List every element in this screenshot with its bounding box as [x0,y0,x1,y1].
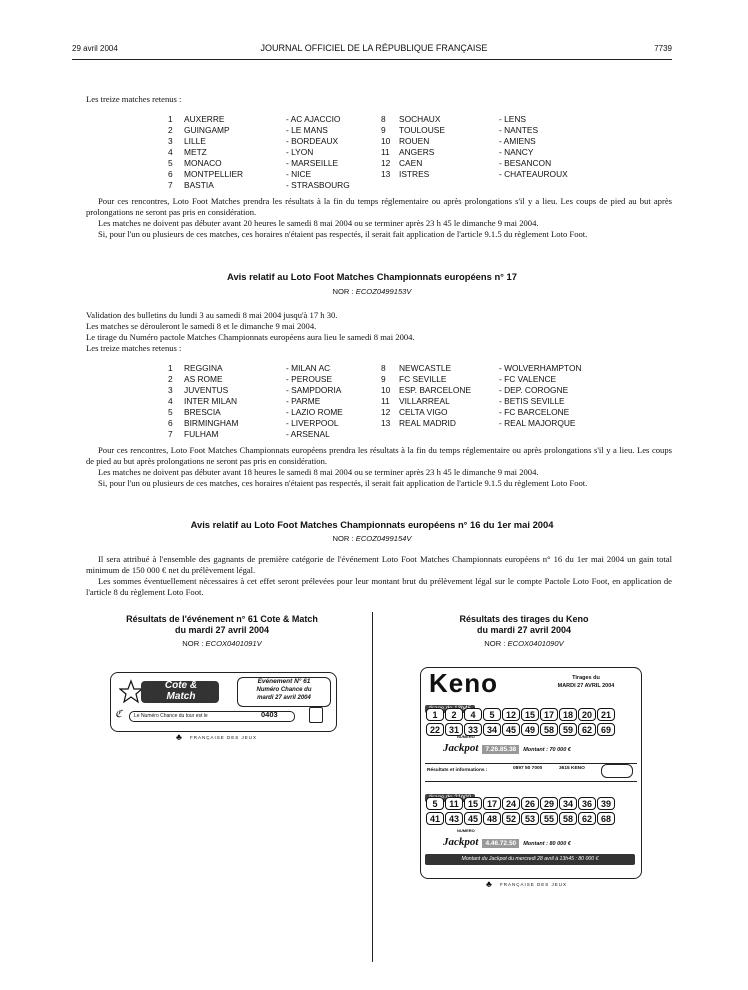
keno-logo: Keno [429,668,498,698]
section2-nor: NOR : ECOZ0499153V [332,287,412,296]
match-home: BRESCIA [184,407,221,417]
match-number: 12 [381,158,391,168]
match-row [168,180,350,191]
keno-ball: 15 [464,797,482,810]
keno-ball: 17 [540,708,558,721]
match-row [168,396,343,407]
event-number: Evénement N° 61 [257,678,311,685]
keno-divider-2 [425,781,637,782]
match-home: REAL MADRID [399,418,456,428]
jackpot2-number: 4.46.72.50 [482,839,519,848]
match-row [168,114,350,125]
keno-ball: 58 [540,723,558,736]
match-home: BIRMINGHAM [184,418,239,428]
section2-matches-right [381,363,582,429]
keno-ball: 33 [464,723,482,736]
section1-matches-right [381,114,568,180]
match-home: FULHAM [184,429,219,439]
minitel-logo-icon [601,764,633,778]
match-home: CELTA VIGO [399,407,448,417]
match-number: 7 [168,429,173,439]
clover-icon-right: ♣ [486,879,492,889]
match-home: TOULOUSE [399,125,445,135]
match-away: - NANTES [499,125,539,135]
match-home: ROUEN [399,136,430,146]
match-row [381,147,568,158]
match-away: - BORDEAUX [286,136,339,146]
match-away: - NICE [286,169,312,179]
match-number: 11 [381,396,390,406]
chance-number-bar: Le Numéro Chance du tour est le [129,711,295,722]
match-number: 8 [381,114,386,124]
header-page: 7739 [654,44,672,53]
match-number: 9 [381,374,386,384]
jackpot-footer: Montant du Jackpot du mercredi 28 avril à 13h45 : 80 000 € [425,854,635,865]
section2-title: Avis relatif au Loto Foot Matches Championnats européens n° 17 [227,271,517,282]
keno-ball: 31 [445,723,463,736]
match-away: - FC BARCELONE [499,407,570,417]
keno-date-block: Tirages du MARDI 27 AVRIL 2004 [557,675,615,689]
keno-ball: 11 [445,797,463,810]
fdj-label-left: FRANÇAISE DES JEUX [190,735,258,740]
keno-ball: 48 [483,812,501,825]
keno-ball: 59 [559,723,577,736]
keno-ball: 26 [521,797,539,810]
header-date: 29 avril 2004 [72,44,118,53]
match-number: 2 [168,374,173,384]
match-home: AUXERRE [184,114,225,124]
keno-ball: 12 [502,708,520,721]
match-away: - LAZIO ROME [286,407,343,417]
section2-line-1: Validation des bulletins du lundi 3 au samedi 8 mai 2004 jusqu'à 17 h 30. [86,310,338,320]
event-date: mardi 27 avril 2004 [257,695,311,701]
draw1-balls [426,708,615,736]
match-number: 7 [168,180,173,190]
keno-ball: 68 [597,812,615,825]
match-row [168,374,343,385]
match-away: - LE MANS [286,125,328,135]
info-phone: 0897 50 7000 [513,766,543,771]
jackpot1-numero-label: NUMERO [457,734,475,739]
match-number: 4 [168,396,173,406]
jackpot1-number: 7.26.85.38 [482,745,519,754]
keno-ball: 24 [502,797,520,810]
match-row [168,136,350,147]
match-home: LILLE [184,136,206,146]
keno-ball: 36 [578,797,596,810]
match-away: - DEP. COROGNE [499,385,569,395]
cote-match-nor: NOR : ECOX0401091V [182,639,262,648]
section2-line-2: Les matches se dérouleront le samedi 8 et le dimanche 9 mai 2004. [86,321,317,331]
match-away: - BESANCON [499,158,552,168]
header-journal: JOURNAL OFFICIEL DE LA RÉPUBLIQUE FRANÇAISE [260,43,488,53]
jackpot2-label: Jackpot [443,836,479,848]
match-row [168,158,350,169]
keno-ball: 4 [464,708,482,721]
match-row [381,136,568,147]
info-label: Résultats et informations : [427,768,488,773]
match-home: ANGERS [399,147,435,157]
column-divider [372,612,373,962]
match-number: 12 [381,407,391,417]
cote-match-logo-line2: Match [166,691,196,702]
match-home: MONACO [184,158,222,168]
section2-intro: Les treize matches retenus : [86,343,182,353]
fdj-label-right: FRANÇAISE DES JEUX [500,882,568,887]
chance-number: 0403 [261,710,278,719]
keno-ticket [420,667,642,879]
section3-nor: NOR : ECOZ0499154V [332,534,412,543]
match-row [168,147,350,158]
match-row [381,418,582,429]
match-row [381,396,582,407]
match-row [381,407,582,418]
keno-ball: 49 [521,723,539,736]
event-box [237,677,331,707]
info-minitel: 3615 KENO [559,766,585,771]
keno-nor: NOR : ECOX0401090V [484,639,564,648]
match-number: 3 [168,136,173,146]
match-row [381,158,568,169]
match-home: REGGINA [184,363,223,373]
match-row [168,169,350,180]
match-away: - BETIS SEVILLE [499,396,565,406]
match-home: NEWCASTLE [399,363,452,373]
cote-match-logo [119,679,219,703]
section1-paragraph-2: Les matches ne doivent pas débuter avant 20 heures le samedi 8 mai 2004 ou se terminer après 23 h 45 le dimanche 9 mai 2004. [98,218,539,228]
match-home: AS ROME [184,374,223,384]
match-away: - LENS [499,114,526,124]
keno-ball: 45 [502,723,520,736]
match-away: - MILAN AC [286,363,331,373]
section1-paragraph-3: Si, pour l'un ou plusieurs de ces matches, ces horaires n'étaient pas respectés, il serait fait application de l'article 9.1.5 du règlement Loto Foot. [98,229,588,239]
match-number: 4 [168,147,173,157]
match-number: 6 [168,169,173,179]
section2-paragraph-3: Si, pour l'un ou plusieurs de ces matches, ces horaires n'étaient pas respectés, il serait fait application de l'article 9.1.5 du règlement Loto Foot. [98,478,588,488]
match-away: - MARSEILLE [286,158,339,168]
match-home: METZ [184,147,207,157]
match-home: FC SEVILLE [399,374,447,384]
section2-matches-left [168,363,343,440]
match-away: - LIVERPOOL [286,418,339,428]
keno-ball: 45 [464,812,482,825]
match-number: 5 [168,407,173,417]
match-away: - REAL MAJORQUE [499,418,576,428]
cote-match-title: Résultats de l'événement n° 61 Cote & Match du mardi 27 avril 2004 [126,614,318,635]
keno-title: Résultats des tirages du Keno du mardi 27 avril 2004 [459,614,589,635]
match-row [381,385,582,396]
match-home: ESP. BARCELONE [399,385,471,395]
jackpot1-amount: Montant : 70 000 € [523,747,571,753]
match-home: CAEN [399,158,423,168]
match-number: 1 [168,114,173,124]
match-number: 10 [381,136,391,146]
keno-ball: 1 [426,708,444,721]
match-away: - LYON [286,147,314,157]
keno-ball: 62 [578,812,596,825]
section1-intro: Les treize matches retenus : [86,94,182,104]
swirl-icon: ℭ [115,709,123,720]
match-home: INTER MILAN [184,396,238,406]
match-away: - STRASBOURG [286,180,350,190]
match-away: - AC AJACCIO [286,114,341,124]
match-home: VILLARREAL [399,396,450,406]
match-number: 5 [168,158,173,168]
match-row [381,374,582,385]
clover-icon: ♣ [176,732,182,742]
match-number: 3 [168,385,173,395]
event-chance-label: Numéro Chance du [256,687,312,693]
keno-ball: 39 [597,797,615,810]
keno-ball: 2 [445,708,463,721]
jackpot2-numero-label: NUMERO [457,828,475,833]
match-number: 1 [168,363,173,373]
keno-ball: 18 [559,708,577,721]
match-away: - FC VALENCE [499,374,557,384]
match-home: SOCHAUX [399,114,441,124]
match-home: BASTIA [184,180,214,190]
jackpot1-label: Jackpot [443,742,479,754]
section2-paragraph-1: Pour ces rencontres, Loto Foot Matches Championnats européens prendra les résultats à la fin du temps réglementaire ou après prolongations s'il y a lieu. Les coups de pied au but après prolongations ne seront pas pris en considération. [86,445,672,466]
section3-paragraph-1: Il sera attribué à l'ensemble des gagnants de première catégorie de l'événement Loto Foot Matches Championnats européens n° 16 du 1er mai 2004 un gain total minimum de 150 000 € net du prélèvement légal. [86,554,672,575]
match-away: - CHATEAUROUX [499,169,568,179]
keno-ball: 21 [597,708,615,721]
keno-ball: 15 [521,708,539,721]
keno-ball: 53 [521,812,539,825]
match-home: GUINGAMP [184,125,230,135]
match-number: 11 [381,147,390,157]
section1-matches-left [168,114,350,191]
match-row [381,114,568,125]
keno-ball: 5 [483,708,501,721]
match-row [168,429,343,440]
section2-line-3: Le tirage du Numéro pactole Matches Championnats européens aura lieu le samedi 8 mai 2004. [86,332,415,342]
match-home: JUVENTUS [184,385,229,395]
match-row [381,125,568,136]
keno-ball: 58 [559,812,577,825]
jackpot2-amount: Montant : 80 000 € [523,841,571,847]
match-number: 8 [381,363,386,373]
match-away: - ARSENAL [286,429,330,439]
keno-ball: 5 [426,797,444,810]
ticket-icon [309,707,323,723]
match-row [168,407,343,418]
match-row [381,169,568,180]
match-away: - PARME [286,396,321,406]
match-away: - NANCY [499,147,534,157]
keno-ball: 43 [445,812,463,825]
match-row [168,418,343,429]
draw2-balls [426,797,615,825]
match-number: 13 [381,169,391,179]
section3-paragraph-2: Les sommes éventuellement nécessaires à cet effet seront prélevées pour leur montant brut du prélèvement légal sur le compte Pactole Loto Foot, en application de l'article 8 du règlement Loto Foot. [86,576,672,597]
match-row [168,363,343,374]
match-home: MONTPELLIER [184,169,244,179]
match-row [381,363,582,374]
keno-ball: 17 [483,797,501,810]
keno-ball: 55 [540,812,558,825]
keno-ball: 20 [578,708,596,721]
keno-ball: 22 [426,723,444,736]
keno-ball: 29 [540,797,558,810]
section3-title: Avis relatif au Loto Foot Matches Championnats européens n° 16 du 1er mai 2004 [190,519,554,530]
keno-ball: 52 [502,812,520,825]
match-row [168,125,350,136]
cote-match-ticket [110,672,337,732]
keno-ball: 41 [426,812,444,825]
header-rule [72,59,672,60]
match-number: 9 [381,125,386,135]
keno-ball: 69 [597,723,615,736]
match-number: 13 [381,418,391,428]
jackpot1 [443,734,571,756]
match-number: 10 [381,385,391,395]
match-away: - SAMPDORIA [286,385,342,395]
cote-match-logo-line1: Cote & [164,680,198,691]
match-home: ISTRES [399,169,430,179]
match-number: 2 [168,125,173,135]
keno-ball: 34 [559,797,577,810]
jackpot2 [443,828,571,850]
keno-ball: 34 [483,723,501,736]
match-away: - WOLVERHAMPTON [499,363,582,373]
match-away: - AMIENS [499,136,536,146]
section2-paragraph-2: Les matches ne doivent pas débuter avant 18 heures le samedi 8 mai 2004 ou se terminer après 23 h 45 le dimanche 9 mai 2004. [98,467,539,477]
match-number: 6 [168,418,173,428]
match-row [168,385,343,396]
section1-paragraph-1: Pour ces rencontres, Loto Foot Matches prendra les résultats à la fin du temps réglementaire ou après prolongations s'il y a lieu. Les coups de pied au but après prolongations ne seront pas pris en considération. [86,196,672,217]
match-away: - PEROUSE [286,374,333,384]
keno-ball: 62 [578,723,596,736]
